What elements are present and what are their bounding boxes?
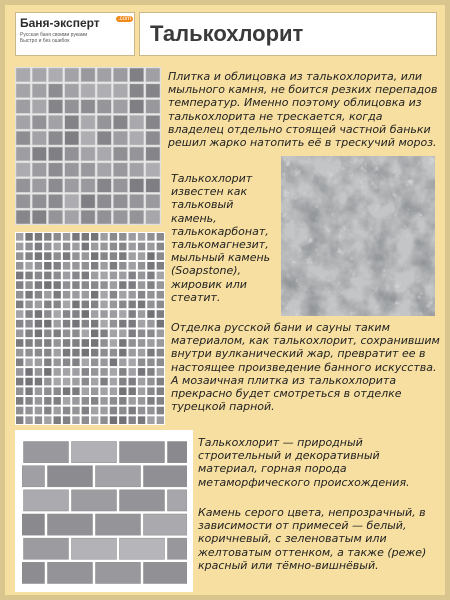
logo-badge: .com	[118, 16, 132, 22]
paragraph-decor: Отделка русской бани и сауны таким материалом, как талькохлорит, сохранившим внутри вулканический жар, превратит ее в настоящее произведение банного искусства. А мозаичная плитка из талькохлорита прекрасно будет смотреться в отделке турецкой парной.	[171, 321, 440, 414]
brick-tile-image	[22, 440, 187, 585]
paragraph-names: Талькохлорит известен как тальковый камень, талькокарбонат, талькомагнезит, мыльный камень (Soapstone), жировик или стеатит.	[171, 172, 271, 304]
mosaic-tile-image-large	[15, 67, 161, 225]
title-box	[139, 12, 437, 56]
paragraph-intro: Плитка и облицовка из талькохлорита, или мыльного камня, не боится резких перепадов температур. Именно поэтому облицовка из талькохлорита не трескается, когда владелец отдельно стоящей частной баньки решил жарко натопить её в трескучий мороз.	[168, 70, 438, 150]
site-logo[interactable]	[15, 12, 135, 56]
logo-subtitle-1: Русская баня своими руками	[20, 32, 88, 38]
paragraph-color: Камень серого цвета, непрозрачный, в зависимости от примесей — белый, коричневый, с зеленоватым или желтоватым оттенком, а также (реже) красный или тёмно-вишнёвый.	[198, 506, 427, 572]
page-title: Талькохлорит	[150, 21, 304, 46]
logo-subtitle-2: Быстро и без ошибок	[20, 38, 70, 44]
logo-title: Баня-эксперт	[20, 16, 100, 30]
mosaic-tile-image-small	[15, 232, 165, 425]
paragraph-definition: Талькохлорит — природный строительный и декоративный материал, горная порода метаморфического происхождения.	[198, 436, 410, 489]
soapstone-texture-image	[281, 156, 435, 316]
